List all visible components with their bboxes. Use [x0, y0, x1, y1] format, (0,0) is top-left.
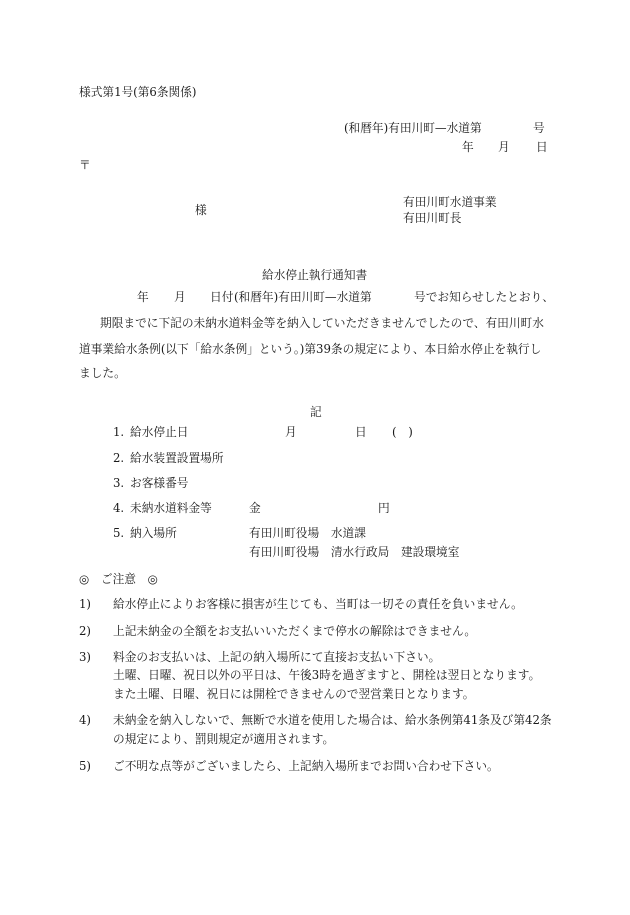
note-text: 上記未納金の全額をお支払いいただくまで停水の解除はできません。: [113, 624, 477, 638]
document-title: 給水停止執行通知書: [262, 268, 368, 282]
ref-year: 年: [137, 290, 149, 304]
body-line-2: 期限までに下記の未納水道料金等を納入していただきませんでしたので、有田川町水: [100, 316, 544, 330]
item-label-installation-site: 給水装置設置場所: [130, 451, 224, 465]
stop-date-day: 日: [355, 425, 367, 439]
recipient-suffix: 様: [195, 203, 207, 217]
date-year: 年: [462, 140, 474, 154]
ref-day: 日付: [210, 290, 234, 304]
item-label-payment-place: 納入場所: [130, 526, 177, 540]
note-text: の規定により、罰則規定が適用されます。: [113, 732, 335, 746]
note-text: また土曜、日曜、祝日には開栓できませんので翌営業日となります。: [113, 687, 475, 701]
date-day: 日: [536, 140, 548, 154]
form-number: 様式第1号(第6条関係): [79, 85, 197, 99]
note-number: 2): [79, 624, 91, 638]
item-number: 3.: [113, 476, 125, 490]
stop-date-weekday: ( ): [392, 425, 413, 439]
stop-date-month: 月: [285, 425, 297, 439]
note-number: 4): [79, 713, 91, 727]
item-label-stop-date: 給水停止日: [130, 425, 189, 439]
item-number: 2.: [113, 451, 125, 465]
item-label-customer-number: お客様番号: [130, 476, 189, 490]
ref-month: 月: [174, 290, 186, 304]
note-text: 土曜、日曜、祝日以外の平日は、午後3時を過ぎますと、開栓は翌日となります。: [113, 668, 541, 682]
issuer-org: 有田川町水道事業: [403, 195, 497, 209]
item-number: 4.: [113, 501, 125, 515]
doc-number-prefix: (和暦年)有田川町—水道第: [344, 121, 482, 135]
note-text: 給水停止によりお客様に損害が生じても、当町は一切その責任を負いません。: [113, 597, 523, 611]
date-month: 月: [498, 140, 510, 154]
payment-place: 有田川町役場 水道課: [249, 526, 366, 540]
ref-number-prefix: (和暦年)有田川町—水道第: [234, 290, 372, 304]
note-text: 未納金を納入しないで、無断で水道を使用した場合は、給水条例第41条及び第42条: [113, 713, 552, 727]
note-number: 3): [79, 650, 91, 664]
note-number: 1): [79, 597, 91, 611]
doc-number-suffix: 号: [533, 121, 545, 135]
amount-prefix: 金: [249, 501, 261, 515]
body-line-4: ました。: [79, 366, 126, 380]
caution-heading: ◎ ご注意 ◎: [79, 572, 158, 586]
item-number: 1.: [113, 425, 125, 439]
record-heading: 記: [310, 405, 322, 419]
payment-place: 有田川町役場 清水行政局 建設環境室: [249, 545, 460, 559]
body-line-3: 道事業給水条例(以下「給水条例」という。)第39条の規定により、本日給水停止を執行し: [79, 342, 542, 356]
postal-mark: 〒: [79, 158, 91, 172]
note-text: 料金のお支払いは、上記の納入場所にて直接お支払い下さい。: [113, 650, 441, 664]
issuer-title: 有田川町長: [403, 211, 462, 225]
item-label-unpaid-charges: 未納水道料金等: [130, 501, 212, 515]
ref-number-suffix: 号でお知らせしたとおり、: [414, 290, 554, 304]
note-text: ご不明な点等がございましたら、上記納入場所までお問い合わせ下さい。: [113, 759, 499, 773]
amount-unit: 円: [378, 501, 390, 515]
item-number: 5.: [113, 526, 125, 540]
note-number: 5): [79, 759, 91, 773]
